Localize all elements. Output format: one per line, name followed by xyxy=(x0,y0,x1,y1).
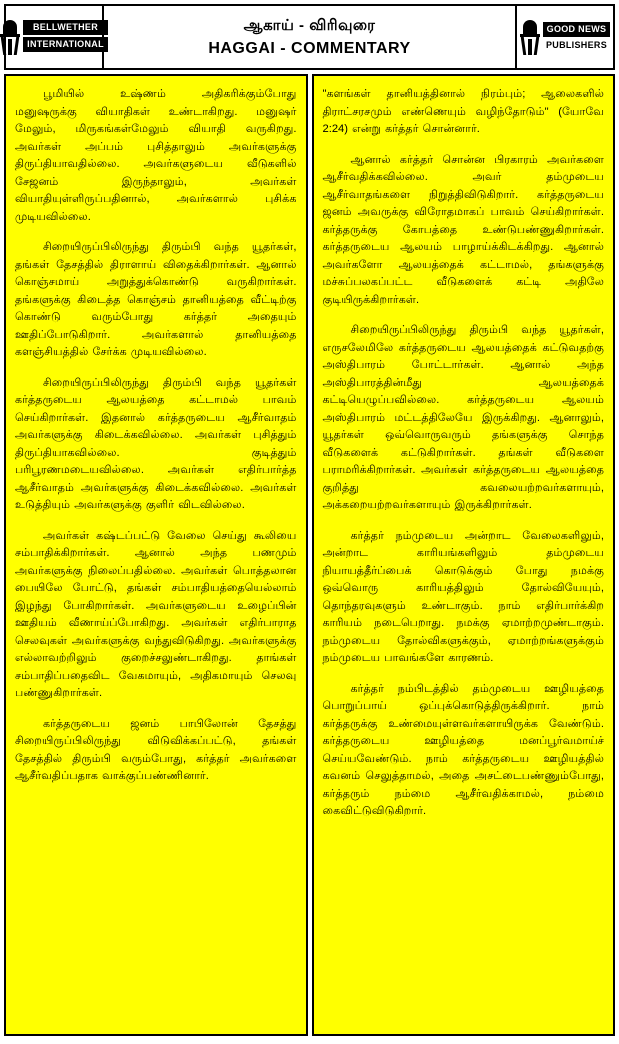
bell-tower-icon xyxy=(0,17,20,57)
goodnews-logo-line1: GOOD NEWS xyxy=(543,22,611,37)
paragraph: கர்த்தர் நம்முடைய அன்றாட வேலைகளிலும், அன்றாட காரியங்களிலும் தம்முடைய நியாயத்தீர்ப்பைக் கொடுக்கும் போது நமக்கு ஒவ்வொரு காரியத்திலும் தோல்வியேயும், தொந்தரவுகளும் உண்டாகும். நாம் எதிர்பார்க்கிற காரியம் நடைபெறாது. நமக்கு ஏமாற்றமுண்டாகும். நம்முடைய தோல்விகளுக்கும், ஏமாற்றங்களுக்கும் நம்முடைய பாவங்களே காரணம். xyxy=(322,529,604,664)
left-column xyxy=(4,74,308,1036)
page-header xyxy=(4,4,615,70)
bell-tower-icon xyxy=(520,17,540,57)
paragraph: பூமியில் உஷ்ணம் அதிகரிக்கும்போது மனுஷருக்கு வியாதிகள் உண்டாகிறது. மனுஷர் மேலும், மிருகங்கள்மேலும் வியாதி வருகிறது. அவர்கள் அப்பம் புசித்தாலும் அவர்களுக்கு திருப்தியாவதில்லை. அவர்களுடைய வீடுகளில் சேஜனம் இருந்தாலும், அவர்கள் வியாதியுள்ளிருப்பதினால், அவர்களால் புசிக்க முடியவில்லை. xyxy=(15,88,297,223)
paragraph: சிறையிருப்பிலிருந்து திரும்பி வந்த யூதர்கள் கர்த்தருடைய ஆலயத்தை கட்டாமல் பாவம் செய்கிறார்கள். இதனால் கர்த்தருடைய ஆசீர்வாதம் அவர்களுக்கு கிடைக்கவில்லை. அவர்கள் புசித்தும் திருப்தியாகவில்லை. குடித்தும் பரிபூரணமடையவில்லை. அவர்கள் எதிர்பார்த்த ஆசீர்வாதம் அவர்களுக்கு கிடைக்கவில்லை. அவர்கள் உடுத்தியும் அவர்களுக்கு குளிர் விடவில்லை. xyxy=(15,376,297,511)
paragraph: "களங்கள் தானியத்தினால் நிரம்பும்; ஆலைகளில் திராட்சரசமும் எண்ணெயும் வழிந்தோடும்" (யோவே 2:24) என்று கர்த்தர் சொன்னார். xyxy=(322,88,604,135)
good-news-publishers-logo xyxy=(515,6,613,68)
page-title xyxy=(104,6,515,68)
paragraph: கர்த்தருடைய ஜனம் பாபிலோன் தேசத்து சிறையிருப்பிலிருந்து விடுவிக்கப்பட்டு, தங்கள் தேசத்தில் திரும்பி வரும்போது, கர்த்தர் அவர்களை ஆசீர்வதிப்பதாக வாக்குப்பண்ணினார். xyxy=(15,717,297,782)
paragraph: கர்த்தர் நம்பிடத்தில் தம்முடைய ஊழியத்தை பொறுப்பாய் ஒப்புக்கொடுத்திருக்கிறார். நாம் கர்த்தருக்கு உண்மையுள்ளவர்களாயிருக்க வேண்டும். கர்த்தருடைய ஊழியத்தை மனப்பூர்வமாய்ச் செய்யவேண்டும். நாம் கர்த்தருடைய ஊழியத்தில் கவனம் செலுத்தாமல், அதை அசட்டைபண்ணும்போது, கர்த்தரும் நம்மை ஆசீர்வதிக்காமல், நம்மை கைவிட்டுவிடுகிறார். xyxy=(322,682,604,817)
bellwether-logo-line2: INTERNATIONAL xyxy=(23,37,108,52)
paragraph: ஆனால் கர்த்தர் சொன்ன பிரகாரம் அவர்களை ஆசீர்வதிக்கவில்லை. அவர் தம்முடைய ஆசீர்வாதங்களை நிறுத்திவிடுகிறார். கர்த்தருடைய ஜனம் அவருக்கு விரோதமாகப் பாவம் செய்கிறார்கள். கர்த்தருக்கு கோபத்தை உண்டுபண்ணுகிறார்கள். கர்த்தருடைய ஆலயம் பாழாய்க்கிடக்கிறது. ஆனால் அவர்களோ ஆலயத்தைக் கட்டாமல், தங்களுக்கு மச்சுப்பலகப்பட்ட வீடுகளைக் கட்டி அதிலே குடியிருக்கிறார்கள். xyxy=(322,153,604,306)
paragraph: சிறையிருப்பிலிருந்து திரும்பி வந்த யூதர்கள், தங்கள் தேசத்தில் திராளாய் விதைக்கிறார்கள். ஆனால் கொஞ்சமாய் அறுத்துக்கொண்டு வருகிறார்கள். தங்களுக்கு கிடைத்த கொஞ்சம் தானியத்தை வீட்டிற்கு கொண்டு வரும்போது கர்த்தர் அதையும் ஊதிப்போடுகிறார். அவர்களால் தானியத்தை களஞ்சியத்தில் சேர்க்க முடியவில்லை. xyxy=(15,241,297,358)
title-english: HAGGAI - COMMENTARY xyxy=(208,39,411,57)
goodnews-logo-line2: PUBLISHERS xyxy=(545,40,607,50)
commentary-body xyxy=(4,74,615,1036)
bellwether-logo-line1: BELLWETHER xyxy=(23,20,108,35)
bellwether-international-logo xyxy=(6,6,104,68)
paragraph: அவர்கள் கஷ்டப்பட்டு வேலை செய்து கூலியை சம்பாதிக்கிறார்கள். ஆனால் அந்த பணமும் அவர்களுக்கு நிலைப்பதில்லை. அவர்கள் பொத்தலான பையிலே போட்டு, தங்கள் சம்பாதியத்தையெல்லாம் இழந்து போகிறார்கள். அவர்களுடைய உழைப்பின் ஊதியம் வீணாய்ப்போகிறது. அவர்கள் எதிர்பாராத செலவுகள் அவர்களுக்கு வந்துவிடுகிறது. அவர்களுக்கு எல்லாவற்றிலும் குறைச்சலுண்டாகிறது. தாங்கள் சம்பாதிப்பதைவிட வேகமாயும், அதிகமாயும் செலவு பண்ணுகிறார்கள். xyxy=(15,529,297,699)
right-column xyxy=(312,74,616,1036)
paragraph: சிறையிருப்பிலிருந்து திரும்பி வந்த யூதர்கள், எருசலேமிலே கர்த்தருடைய ஆலயத்தைக் கட்டுவதற்கு அஸ்திபாரம் போட்டார்கள். ஆனால் அந்த அஸ்திபாரத்தின்மீது ஆலயத்தைக் கட்டியெழுப்பவில்லை. கர்த்தருடைய ஆலயம் அஸ்திபாரம் மட்டத்திலேயே இருக்கிறது. ஆனாலும், யூதர்கள் ஒவ்வொருவரும் தங்களுக்கு சொந்த வீடுகளைக் கட்டுகிறார்கள். தங்கள் வீடுகளை பராமரிக்கிறார்கள். அவர்கள் கர்த்தருடைய ஆலயத்தை குறித்து கவலையற்றவர்களாயும், அக்கறையற்றவர்களாயும் இருக்கிறார்கள். xyxy=(322,324,604,511)
title-tamil: ஆகாய் - விரிவுரை xyxy=(243,16,376,34)
